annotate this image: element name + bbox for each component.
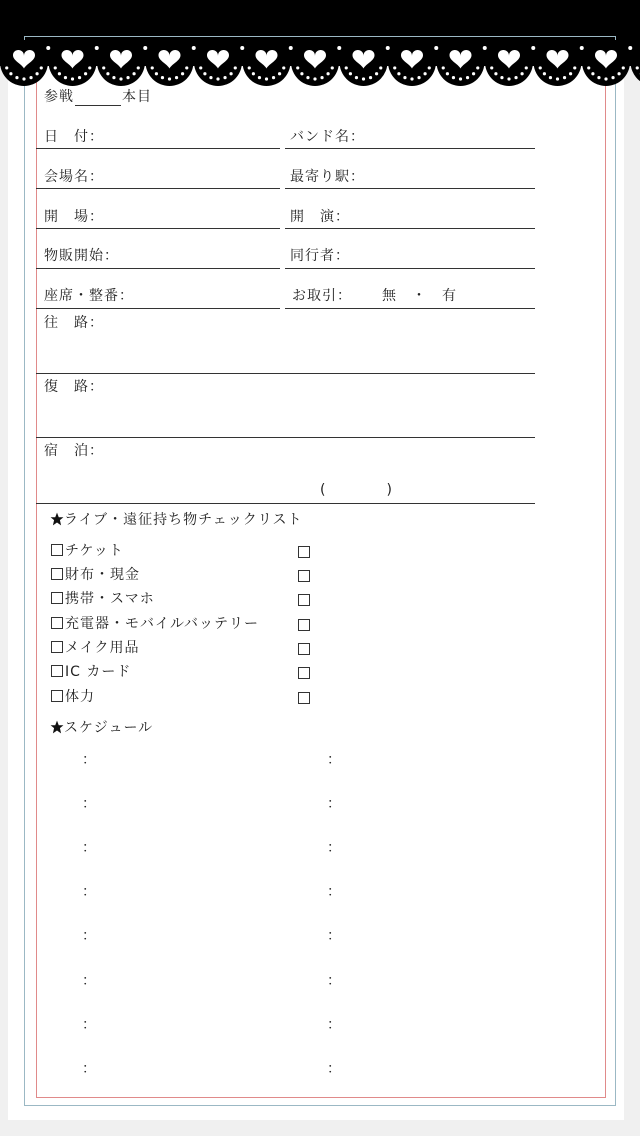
- checklist-extra-checkbox[interactable]: [298, 594, 310, 606]
- schedule-time-colon[interactable]: ：: [327, 1061, 342, 1077]
- checklist-item[interactable]: [51, 615, 259, 633]
- schedule-time-colon[interactable]: ：: [82, 1017, 97, 1033]
- schedule-time-colon[interactable]: ：: [327, 884, 342, 900]
- checklist-item-label: 体力: [65, 689, 95, 705]
- field-return-line[interactable]: [36, 437, 535, 438]
- checklist-item-label: 充電器・モバイルバッテリー: [65, 616, 260, 632]
- checkbox-icon[interactable]: [51, 690, 63, 702]
- checklist-item[interactable]: [51, 590, 155, 608]
- field-stay-line[interactable]: [36, 503, 535, 504]
- field-date-label: 日 付：: [44, 129, 104, 145]
- schedule-title: [50, 719, 153, 737]
- field-companion-line[interactable]: [285, 268, 535, 269]
- field-open-label: 開 場：: [44, 209, 104, 225]
- checklist-item-label: 財布・現金: [65, 567, 140, 583]
- checkbox-icon[interactable]: [51, 544, 63, 556]
- field-outbound-label: 往 路：: [44, 315, 104, 331]
- schedule-time-colon[interactable]: ：: [327, 796, 342, 812]
- checklist-extra-checkbox[interactable]: [298, 570, 310, 582]
- schedule-time-colon[interactable]: ：: [82, 796, 97, 812]
- checkbox-icon[interactable]: [51, 617, 63, 629]
- field-venue-line[interactable]: [36, 188, 280, 189]
- checklist-extra-checkbox[interactable]: [298, 546, 310, 558]
- field-start-label: 開 演：: [290, 209, 350, 225]
- field-station-line[interactable]: [285, 188, 535, 189]
- checkbox-icon[interactable]: [51, 641, 63, 653]
- schedule-time-colon[interactable]: ：: [82, 884, 97, 900]
- schedule-time-colon[interactable]: ：: [327, 752, 342, 768]
- checklist-title-text: ライブ・遠征持ち物チェックリスト: [64, 512, 303, 528]
- field-open-line[interactable]: [36, 228, 280, 229]
- field-stay-label: 宿 泊：: [44, 443, 104, 459]
- field-outbound-line[interactable]: [36, 373, 535, 374]
- checkbox-icon[interactable]: [51, 592, 63, 604]
- checkbox-icon[interactable]: [51, 665, 63, 677]
- checklist-extra-checkbox[interactable]: [298, 643, 310, 655]
- field-trade-label: お取引：: [292, 288, 352, 304]
- schedule-time-colon[interactable]: ：: [82, 840, 97, 856]
- schedule-time-colon[interactable]: ：: [327, 973, 342, 989]
- schedule-time-colon[interactable]: ：: [82, 1061, 97, 1077]
- checkbox-icon[interactable]: [51, 568, 63, 580]
- checklist-item[interactable]: [51, 566, 140, 584]
- sankai-prefix: 参戦: [44, 89, 74, 105]
- star-icon: [50, 512, 64, 526]
- checklist-item-label: IC カード: [65, 664, 132, 680]
- field-band-label: バンド名：: [290, 129, 365, 145]
- checklist-extra-checkbox[interactable]: [298, 692, 310, 704]
- checklist-extra-checkbox[interactable]: [298, 619, 310, 631]
- field-station-label: 最寄り駅：: [290, 169, 365, 185]
- field-start-line[interactable]: [285, 228, 535, 229]
- lace-heart-border: [0, 40, 640, 88]
- sankai-count: [44, 88, 152, 106]
- field-merch-label: 物販開始：: [44, 248, 119, 264]
- sankai-blank[interactable]: [75, 91, 121, 106]
- field-trade-options[interactable]: 無 ・ 有: [382, 288, 457, 304]
- schedule-title-text: スケジュール: [64, 720, 154, 736]
- checklist-title: [50, 511, 302, 529]
- field-date-line[interactable]: [36, 148, 280, 149]
- field-trade-line[interactable]: [285, 308, 535, 309]
- checklist-item[interactable]: [51, 639, 139, 657]
- checklist-item-label: メイク用品: [65, 640, 140, 656]
- checklist-item[interactable]: [51, 663, 131, 681]
- checklist-item-label: チケット: [65, 543, 124, 559]
- top-bar: [0, 0, 640, 44]
- checklist-item[interactable]: [51, 542, 124, 560]
- field-seat-line[interactable]: [36, 308, 280, 309]
- field-merch-line[interactable]: [36, 268, 280, 269]
- field-band-line[interactable]: [285, 148, 535, 149]
- field-return-label: 復 路：: [44, 379, 104, 395]
- star-icon: [50, 720, 64, 734]
- schedule-time-colon[interactable]: ：: [82, 752, 97, 768]
- checklist-item[interactable]: [51, 688, 95, 706]
- schedule-time-colon[interactable]: ：: [82, 928, 97, 944]
- schedule-time-colon[interactable]: ：: [327, 1017, 342, 1033]
- checklist-item-label: 携帯・スマホ: [65, 591, 155, 607]
- field-stay-paren: ( ): [320, 482, 393, 498]
- schedule-time-colon[interactable]: ：: [82, 973, 97, 989]
- sankai-suffix: 本目: [122, 89, 152, 105]
- schedule-time-colon[interactable]: ：: [327, 928, 342, 944]
- field-seat-label: 座席・整番：: [44, 288, 134, 304]
- checklist-extra-checkbox[interactable]: [298, 667, 310, 679]
- field-venue-label: 会場名：: [44, 169, 104, 185]
- schedule-time-colon[interactable]: ：: [327, 840, 342, 856]
- field-companion-label: 同行者：: [290, 248, 350, 264]
